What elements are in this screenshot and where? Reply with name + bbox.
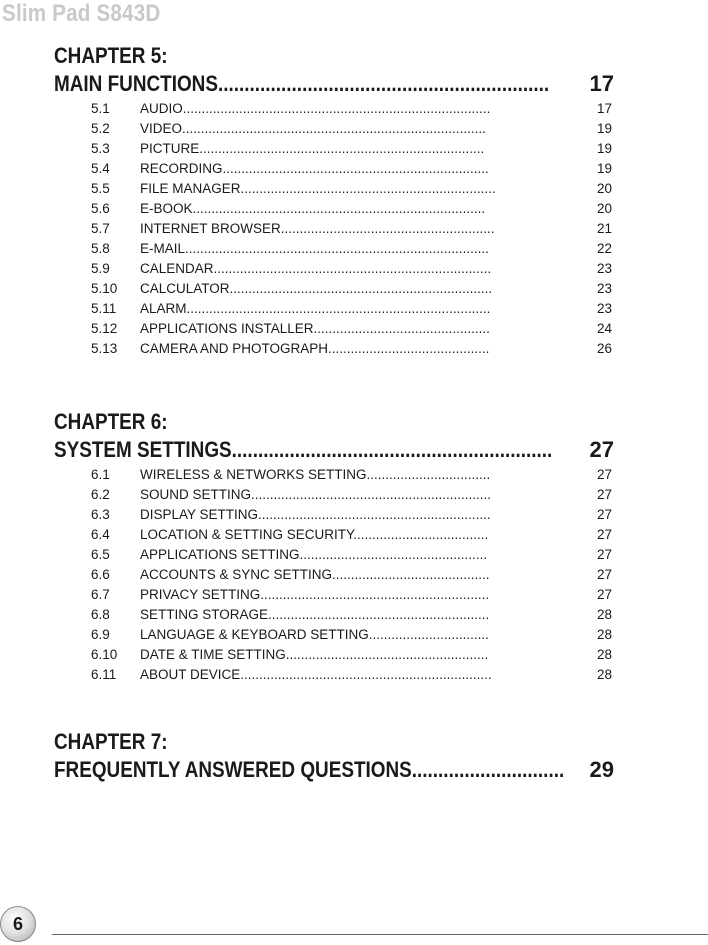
chapter-title[interactable]: SYSTEM SETTINGS............................................................. [54,437,553,462]
entry-title[interactable]: LANGUAGE & KEYBOARD SETTING................................ [140,627,489,642]
entry-page: 27 [596,587,612,602]
chapter-title-row[interactable] [54,756,614,784]
toc-entries [54,99,614,359]
entry-number: 5.8 [91,241,110,256]
toc-entry[interactable] [54,339,614,359]
chapter-page: 29 [589,757,614,782]
entry-page: 28 [596,647,612,662]
entry-number: 5.6 [91,201,110,216]
entry-page: 24 [596,321,612,336]
toc-entry[interactable] [54,199,614,219]
entry-number: 5.10 [91,281,118,296]
chapter-label: CHAPTER 5: [54,43,168,68]
chapter-5-section [54,42,614,359]
entry-page: 27 [596,487,612,502]
entry-number: 5.2 [91,121,110,136]
chapter-7-section [54,728,614,784]
entry-page: 21 [596,221,612,236]
toc-entry[interactable] [54,159,614,179]
entry-title[interactable]: ALARM................................................................................. [140,301,491,316]
entry-page: 27 [596,507,612,522]
entry-number: 5.11 [91,301,117,316]
chapter-title-row[interactable] [54,436,614,464]
entry-page: 27 [596,527,612,542]
entry-number: 6.6 [91,567,110,582]
entry-number: 6.2 [91,487,110,502]
entry-page: 28 [596,667,612,682]
toc-entry[interactable] [54,239,614,259]
toc-entry[interactable] [54,645,614,665]
entry-page: 27 [596,467,612,482]
entry-title[interactable]: SETTING STORAGE........................................................... [140,607,490,622]
entry-number: 5.13 [91,341,118,356]
toc-entry[interactable] [54,585,614,605]
toc-entry[interactable] [54,299,614,319]
entry-page: 19 [596,161,612,176]
entry-number: 6.9 [91,627,110,642]
toc-entry[interactable] [54,465,614,485]
entry-page: 27 [596,547,612,562]
entry-title[interactable]: ABOUT DEVICE................................................................... [140,667,492,682]
entry-title[interactable]: APPLICATIONS SETTING.................................................. [140,547,488,562]
entry-title[interactable]: RECORDING....................................................................... [140,161,489,176]
entry-number: 6.3 [91,507,110,522]
toc-entry[interactable] [54,665,614,685]
entry-title[interactable]: AUDIO.................................................................................. [140,101,491,116]
entry-number: 5.3 [91,141,110,156]
toc-entry[interactable] [54,99,614,119]
toc-entry[interactable] [54,605,614,625]
entry-title[interactable]: FILE MANAGER.................................................................... [140,181,496,196]
entry-page: 19 [596,141,612,156]
chapter-label: CHAPTER 6: [54,409,168,434]
entry-number: 5.12 [91,321,118,336]
entry-title[interactable]: CALENDAR.......................................................................... [140,261,492,276]
entry-title[interactable]: CALCULATOR...................................................................... [140,281,493,296]
entry-number: 5.1 [91,101,110,116]
toc-entry[interactable] [54,139,614,159]
entry-title[interactable]: INTERNET BROWSER......................................................... [140,221,495,236]
entry-number: 6.8 [91,607,110,622]
entry-title[interactable]: DATE & TIME SETTING...................................................... [140,647,489,662]
chapter-label: CHAPTER 7: [54,729,168,754]
chapter-title-row[interactable] [54,70,614,98]
entry-title[interactable]: PRIVACY SETTING............................................................. [140,587,490,602]
toc-entry[interactable] [54,565,614,585]
toc-entry[interactable] [54,259,614,279]
entry-number: 5.4 [91,161,110,176]
entry-number: 5.5 [91,181,110,196]
toc-entry[interactable] [54,219,614,239]
entry-number: 6.10 [91,647,118,662]
toc-entries [54,465,614,685]
entry-page: 26 [596,341,612,356]
chapter-6-section [54,408,614,685]
toc-entry[interactable] [54,525,614,545]
entry-title[interactable]: WIRELESS & NETWORKS SETTING................................. [140,467,491,482]
entry-title[interactable]: SOUND SETTING................................................................ [140,487,492,502]
footer-divider [52,934,708,935]
entry-page: 19 [596,121,612,136]
entry-page: 28 [596,607,612,622]
toc-entry[interactable] [54,625,614,645]
entry-title[interactable]: E-MAIL................................................................................. [140,241,489,256]
entry-page: 17 [596,101,612,116]
entry-number: 6.7 [91,587,110,602]
toc-entry[interactable] [54,545,614,565]
entry-page: 20 [596,181,612,196]
entry-page: 27 [596,567,612,582]
entry-title[interactable]: ACCOUNTS & SYNC SETTING.......................................... [140,567,490,582]
entry-number: 6.11 [91,667,117,682]
toc-entry[interactable] [54,119,614,139]
brand-title: Slim Pad S843D [2,0,161,27]
chapter-page: 17 [589,71,614,96]
entry-number: 6.4 [91,527,110,542]
entry-title[interactable]: E-BOOK.............................................................................. [140,201,486,216]
entry-page: 23 [596,281,612,296]
chapter-page: 27 [589,437,614,462]
toc-entry[interactable] [54,319,614,339]
entry-title[interactable]: APPLICATIONS INSTALLER............................................... [140,321,490,336]
entry-page: 23 [596,301,612,316]
toc-entry[interactable] [54,485,614,505]
entry-number: 6.5 [91,547,110,562]
entry-page: 20 [596,201,612,216]
entry-page: 22 [596,241,612,256]
entry-title[interactable]: DISPLAY SETTING.............................................................. [140,507,491,522]
entry-number: 5.7 [91,221,110,236]
entry-page: 28 [596,627,612,642]
entry-page: 23 [596,261,612,276]
toc-entry[interactable] [54,279,614,299]
entry-number: 6.1 [91,467,110,482]
entry-title[interactable]: VIDEO................................................................................. [140,121,486,136]
entry-title[interactable]: PICTURE............................................................................ [140,141,485,156]
page-number-badge: 6 [0,906,36,942]
entry-title[interactable]: CAMERA AND PHOTOGRAPH........................................... [140,341,490,356]
toc-entry[interactable] [54,179,614,199]
entry-number: 5.9 [91,261,110,276]
chapter-title[interactable]: MAIN FUNCTIONS............................................................... [54,71,550,96]
entry-title[interactable]: LOCATION & SETTING SECURITY.................................... [140,527,489,542]
toc-entry[interactable] [54,505,614,525]
chapter-title[interactable]: FREQUENTLY ANSWERED QUESTIONS............................. [54,757,565,782]
